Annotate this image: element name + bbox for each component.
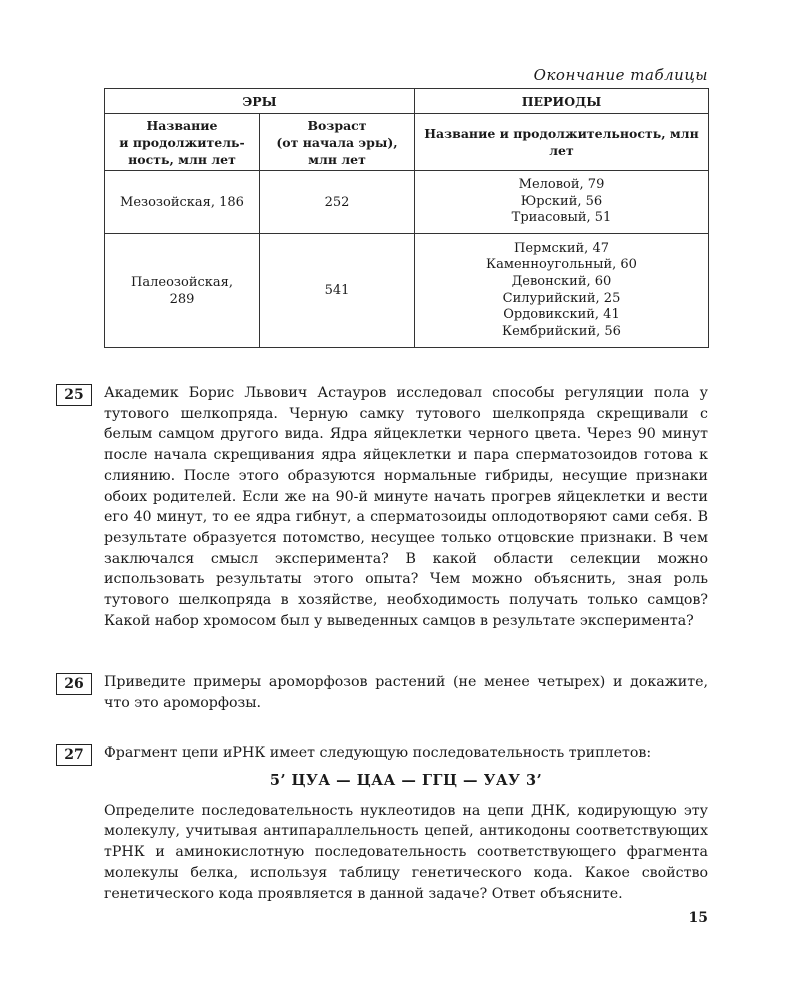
- periods-cell: [415, 234, 709, 348]
- header-line: ность, млн лет: [128, 151, 236, 167]
- task-26: [56, 672, 708, 713]
- era-age-cell: 252: [260, 171, 415, 234]
- period-item: Юрский, 56: [520, 193, 603, 209]
- task-number-box: 26: [56, 673, 92, 695]
- era-age-cell: 541: [260, 234, 415, 348]
- header-era-age: [260, 114, 415, 171]
- page-number: 15: [688, 910, 708, 926]
- task-number-box: 27: [56, 744, 92, 766]
- task-25: [56, 383, 708, 631]
- mrna-sequence-formula: 5’ ЦУА — ЦАА — ГГЦ — УАУ 3’: [269, 771, 543, 789]
- table-row: [105, 234, 709, 348]
- task-text: Академик Борис Львович Астауров исследовал способы регуляции пола у тутового шелкопряда. Черную самку тутового шелкопряда скрещивали с белым самцом другого вида. Ядра яйцеклетки черного цвета. Через 90 минут после начала скрещивания ядра яйцеклетки и пара сперматозоидов готова к слиянию. После этого образуются нормальные гибриды, несущие признаки обоих родителей. Если же на 90-й минуте начать прогрев яйцеклетки и вести его 40 минут, то ее ядра гибнут, а сперматозоиды оплодотворяют сами себя. В результате образуется потомство, несущее только отцовские признаки. В чем заключался смысл эксперимента? В какой области селекции можно использовать результаты этого опыта? Чем можно объяснить, зная роль тутового шелкопряда в хозяйстве, необходимость получать только самцов? Какой набор хромосом был у выведенных самцов в результате эксперимента?: [104, 385, 708, 629]
- periods-cell: [415, 171, 709, 234]
- period-item: Ордовикский, 41: [503, 307, 620, 323]
- header-line: Название: [146, 117, 218, 133]
- period-item: Силурийский, 25: [502, 290, 621, 306]
- period-item: Девонский, 60: [511, 273, 612, 289]
- header-eras: ЭРЫ: [105, 89, 415, 114]
- period-item: Каменноугольный, 60: [486, 257, 637, 273]
- geologic-eras-table: [104, 88, 709, 348]
- table-header-group-row: [105, 89, 709, 114]
- task-text-continued: Определите последовательность нуклеотидов на цепи ДНК, кодирующую эту молекулу, учитывая антипараллельность цепей, антикодоны соответствующих тРНК и аминокислотную последовательность соответствующего фрагмента молекулы белка, используя таблицу генетического кода. Какое свойство генетического кода проявляется в данной задаче? Ответ объясните.: [104, 802, 708, 902]
- header-period-name: Название и продолжительность, млн лет: [415, 114, 709, 171]
- era-name-cell: [105, 234, 260, 348]
- period-item: Меловой, 79: [518, 177, 605, 193]
- header-line: (от начала эры),: [276, 134, 398, 150]
- table-caption: Окончание таблицы: [533, 66, 708, 84]
- period-item: Пермский, 47: [513, 240, 609, 256]
- task-number-box: 25: [56, 384, 92, 406]
- period-item: Кембрийский, 56: [502, 323, 621, 339]
- task-27: [56, 743, 708, 904]
- header-era-name: [105, 114, 260, 171]
- era-name-cell: Мезозойская, 186: [105, 171, 260, 234]
- header-line: и продолжитель-: [119, 134, 245, 150]
- task-text: Фрагмент цепи иРНК имеет следующую последовательность триплетов:: [104, 745, 652, 761]
- task-text: Приведите примеры ароморфозов растений (не менее четырех) и докажите, что это ароморфозы.: [104, 674, 708, 711]
- period-item: Триасовый, 51: [511, 210, 612, 226]
- header-line: млн лет: [308, 151, 366, 167]
- era-name-line: Палеозойская,: [131, 274, 233, 290]
- era-name-line: 289: [169, 291, 195, 307]
- header-periods: ПЕРИОДЫ: [415, 89, 709, 114]
- table-header-columns-row: [105, 114, 709, 171]
- header-line: Возраст: [307, 117, 367, 133]
- table-row: [105, 171, 709, 234]
